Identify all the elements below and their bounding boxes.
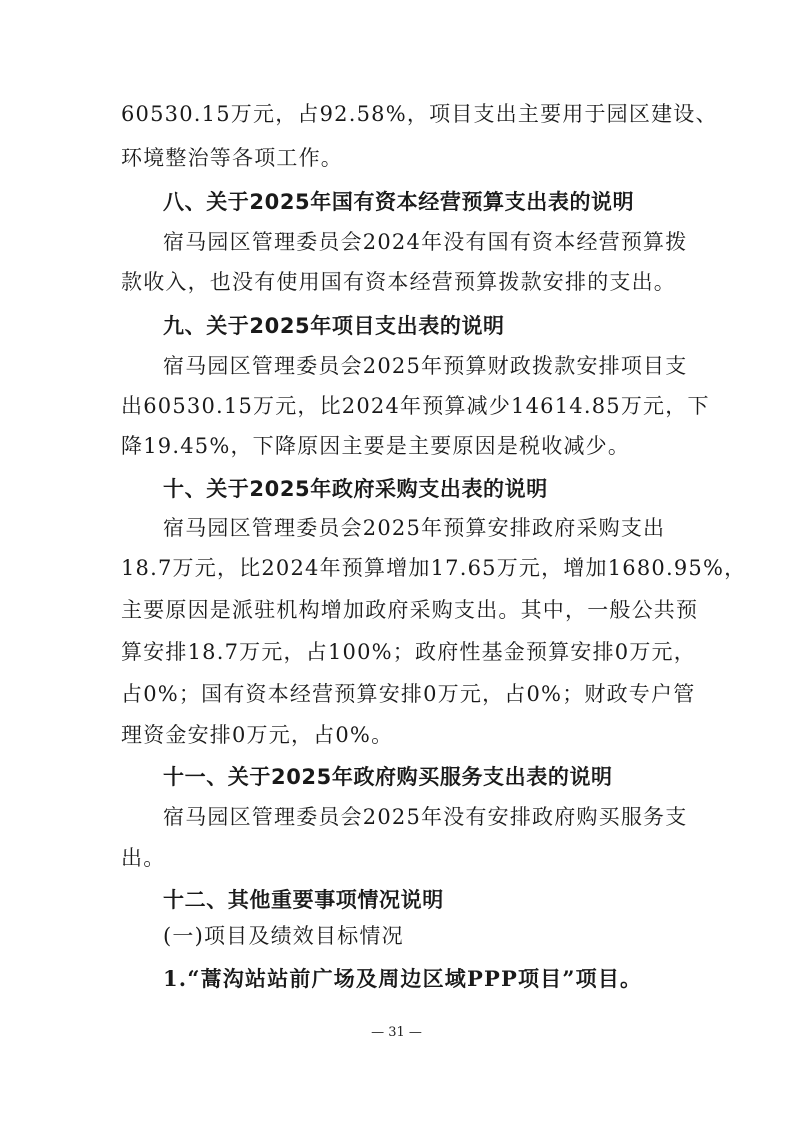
section-heading-12: 十二、其他重要事项情况说明: [163, 888, 444, 912]
section-heading-8: 八、关于2025年国有资本经营预算支出表的说明: [163, 190, 635, 214]
section-heading-9: 九、关于2025年项目支出表的说明: [163, 314, 505, 338]
section-heading-11: 十一、关于2025年政府购买服务支出表的说明: [163, 765, 613, 789]
body-line-11: 算安排18.7万元，占100%；政府性基金预算安排0万元，: [121, 640, 696, 664]
body-line-9: 18.7万元，比2024年预算增加17.65万元，增加1680.95%，: [121, 556, 747, 580]
subsection-heading: (一)项目及绩效目标情况: [163, 924, 404, 948]
body-line-6: 出60530.15万元，比2024年预算减少14614.85万元，下: [121, 394, 710, 418]
body-line-1: 60530.15万元，占92.58%，项目支出主要用于园区建设、: [121, 102, 718, 126]
body-line-4: 款收入，也没有使用国有资本经营预算拨款安排的支出。: [121, 270, 676, 294]
page-number: — 31 —: [371, 1025, 422, 1040]
body-line-10: 主要原因是派驻机构增加政府采购支出。其中，一般公共预: [121, 598, 699, 622]
body-line-14: 宿马园区管理委员会2025年没有安排政府购买服务支: [163, 805, 688, 829]
body-line-2: 环境整治等各项工作。: [121, 146, 343, 170]
body-line-3: 宿马园区管理委员会2024年没有国有资本经营预算拨: [163, 230, 688, 254]
body-line-8: 宿马园区管理委员会2025年预算安排政府采购支出: [163, 516, 666, 540]
body-line-12: 占0%；国有资本经营预算安排0万元，占0%；财政专户管: [121, 682, 696, 706]
section-heading-10: 十、关于2025年政府采购支出表的说明: [163, 477, 548, 501]
body-line-15: 出。: [121, 846, 166, 870]
body-line-13: 理资金安排0万元，占0%。: [121, 723, 394, 747]
body-line-7: 降19.45%，下降原因主要是主要原因是税收减少。: [121, 434, 631, 458]
project-item-title: 1.“蒿沟站站前广场及周边区域PPP项目”项目。: [163, 966, 643, 991]
body-line-5: 宿马园区管理委员会2025年预算财政拨款安排项目支: [163, 354, 688, 378]
